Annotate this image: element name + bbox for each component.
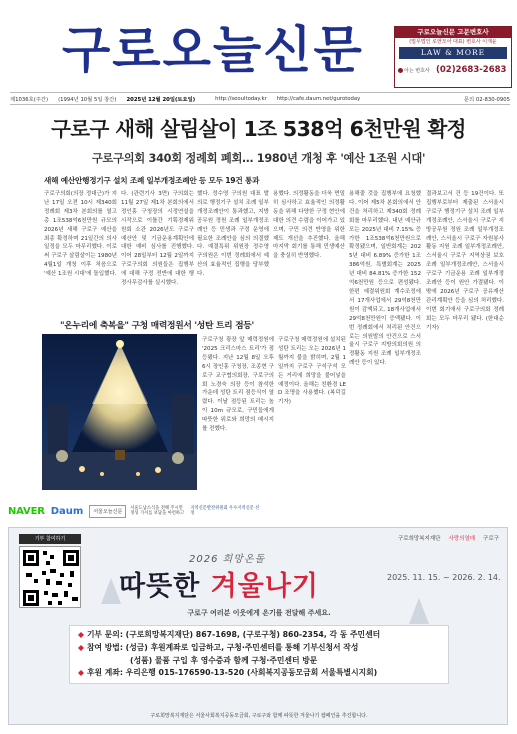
article-column-1: 구로구의회(의장 정대근)가 지난 17일 오전 10시 제340회 정례회 제3차 본회의를 열고 총 1조538억6천만원 규모의 2026년 새해 구로구 예산을 최종 확정하며 21일간의 의사일정을 모두 마무리했다. 이로써 구로구 살림살이는 1980년 4월1일 개청 이후 처음으로 '예산 1조원 시대'에 돌입했다. — [44, 191, 117, 278]
info-line-account — [78, 667, 440, 680]
publication-date: 2025년 12월 20일(토요일) — [126, 96, 196, 103]
article-column-6: 결과보고서 건 등 19건이다. 또 집행부로부터 제출된 스서울시 구로구 행정기구 설치 조례 일부개정조례안, 스서울시 구로구 지방공무원 정원 조례 일부개정조례안, 스서울시 구로구 자원봉사활동 지원 조례 일부개정조례안, 스서울시 구로구 지역상권 보호 조례 일부개정조례안, 스서울시 구로구 기금운용 조례 일부개정조례안 등이 원안 가결됐다. 이밖에 2026년 구로구 공유재산 관리계획안 등을 심의 처리했다. 이번 회기에서 구로구의회 정례회는 모두 마무리 됐다. (한대순 기자) — [426, 191, 504, 331]
org-guro-gu: 구로구 — [483, 536, 499, 542]
info-method-text: 참여 방법: (성금) 후원계좌로 입금하고, 구청·주민센터를 통해 기부신청서 작성 — [87, 642, 359, 652]
bullet-icon: ◆ — [78, 642, 84, 652]
campaign-organizers — [398, 534, 499, 542]
org-welfare-foundation: 구로희망복지재단 — [397, 536, 441, 542]
main-headline[interactable]: 구로구 새해 살림살이 1조 538억 6천만원 확정 — [51, 117, 466, 141]
tree-article-column-2: 구로구청 매력정원에 설치된 성탄 트리는 오는 2026년 1월까지 불을 밝히며, 2월 1일까지 구로구 구석구석 모든 거리에 희망을 불어넣을 예정이다. 올해는 친환경 LED 조명을 사용했다. (복덕길 기자) — [278, 337, 346, 406]
campaign-year: 2026 희망온돌 — [189, 554, 266, 565]
article-column-3: 했다. 정수영 구의원 대표 발의로 행정기구 설치 조례 일부개정조례안이 통과했고, 지방공무원 정원 조례 일부개정조례안 등 민생과 구정 운영에 필요한 조례안을 심의 의결했다. 예결특위 위원장 정수영 구의원은 이번 정례회에서 예산의 효율적인 집행을 당부했다. — [197, 191, 269, 278]
tree-article-column-1: 구로구청 광장 앞 매력정원에 '2025 크리스마스 트리'가 점등됐다. 지난 12월 8일 오후 6시 장인홍 구청장, 조종현 구로구 교구협의회장, 구로구의회 노경숙 의장 등이 참석한 가운데 성탄 트리 점등식이 열렸다. 이날 점등된 트리는 높이 10m 규모로, 구민들에게 따뜻한 위로와 희망의 메시지를 전했다. — [202, 337, 274, 433]
website-link[interactable]: http://seoultoday.kr — [215, 95, 267, 102]
christmas-tree-photo — [42, 334, 197, 490]
ad-person-label — [398, 67, 436, 74]
qr-code-icon[interactable] — [19, 546, 81, 608]
campaign-title-red: 겨울나기 — [210, 571, 319, 602]
issue-info-bar — [10, 92, 510, 105]
article-column-2: 다. (관련기사 3면) 구의회는 11월 27일 제1차 본회의에서 정인홍 구청장의 시정연설을 시작으로 이틀간 기획경제위원회 소관 2026년도 구로구 예산안 및 기금운용계획안에 대한 예비 심사를 진행했다. 이어 28일부터 12월 2일까지 구로구의회 의원들은 집행부에 대해 구정 전반에 대한 행정사무감사를 실시했다. — [121, 191, 194, 287]
ad-phone-number: (02)2683-2683 — [436, 65, 507, 75]
news-tip-notice: 서울도남소식을 전해 주시면 정성 가서를 보답을 마련하고 — [130, 506, 185, 516]
campaign-info-box — [69, 625, 449, 684]
info-line-goods: (성품) 물품 구입 후 영수증과 함께 구청·주민센터 방문 — [130, 655, 318, 665]
campaign-title-black: 따뜻한 — [119, 571, 201, 602]
sub-headline: 구로구의회 340회 정례회 폐회… 1980년 개청 후 '예산 1조원 시대' — [91, 152, 426, 165]
seoul-today-logo[interactable]: 서울오늘신문 — [89, 505, 126, 518]
ad-person-text: 아는 변호사 — [404, 67, 430, 74]
qr-label: 기부 참여하기 — [19, 534, 81, 544]
ad-contact — [395, 62, 511, 78]
info-line-method — [78, 642, 440, 655]
article-column-4: 용했다. 의정활동을 더욱 면밀히 심사하고 효율적인 의정활동을 위해 다양한 구정 현안에 대한 의견 수렴을 이어가고 있으며, 구민 의견 반영을 위한 제도 개선을 추진했다. 올해 마지막 회기를 통해 민생예산을 충실히 반영했다. — [273, 191, 345, 260]
founded-date: (1994년 10월 5일 창간) — [58, 96, 117, 103]
campaign-title — [119, 564, 319, 603]
person-icon — [398, 68, 403, 73]
partner-logos — [8, 502, 508, 520]
ad-subtitle: (법무법인 로앤모어 대표) 변호사 이재윤 — [409, 39, 497, 45]
campaign-tagline: 구로구 여러분 이웃에게 온기를 전달해 주세요. — [187, 609, 331, 617]
naver-logo[interactable]: NAVER — [8, 505, 45, 517]
campaign-dates: 2025. 11. 15. ~ 2026. 2. 14. — [387, 573, 501, 582]
winter-campaign-ad[interactable] — [8, 527, 508, 725]
lawyer-ad[interactable] — [394, 26, 512, 88]
bullet-icon: ◆ — [78, 630, 84, 639]
bullet-icon: ◆ — [78, 668, 84, 678]
info-line-inquiry — [78, 629, 440, 642]
campaign-footer: 구로희망복지재단은 서울사회복지공동모금회, 구로구와 함께 따뜻한 겨울나기 캠페인을 추진합니다. — [150, 713, 368, 719]
qr-pattern — [20, 547, 82, 609]
info-inquiry-text: 기부 문의: (구로희망복지재단) 867-1698, (구로구청) 860-2354, 각 동 주민센터 — [87, 630, 381, 639]
christmas-tree-illustration — [42, 334, 197, 490]
ad-heading: 구로오늘신문 고문변호사 — [395, 27, 511, 38]
fund-badge: 지역신문발전위원회 우수지역신문 선정 — [190, 506, 260, 516]
org-love-fruit: 사랑의열매 — [448, 536, 476, 542]
article-column-5: 용해줄 것을 집행부에 요청했다. 이어 제5차 본회의에서 안건을 처리하고 제340회 정례회를 마무리했다. 내년 예산규모는 2025년 대비 7.15% 증가한 1조538억6천만원으로 확정됐으며, 일반회계는 2025년 대비 6.89% 증가한 1조386억원, 특별회계는 2025년 대비 84.81% 증가한 152억6천만원 등으로 편성됐다. 한편 예결위원회 계수조정에서 17개사업에서 29억8천만원이 감액되고, 18개사업에서 29억8천만원이 증액됐다. 이번 정례회에서 처리된 안건으로는 의원발의 안건으로 스서울시 구로구 지방의회의원 의정활동 지원 조례 일부개정조례안 등이 있다. — [349, 191, 421, 367]
contact-phone: 문의 02-830-0905 — [463, 96, 510, 103]
info-account-text: 후원 계좌: 우리은행 015-176590-13-520 (사회복지공동모금회 서울특별시지회) — [87, 668, 378, 678]
masthead — [0, 0, 517, 92]
issue-number: 제1036호(주간) — [10, 96, 49, 103]
tree-article-title[interactable]: "온누리에 축복을" 구청 매력정원서 '성탄 트리 점등' — [60, 321, 254, 331]
law-firm-logo: LAW & MORE — [399, 47, 507, 59]
tree-decoration-icon — [101, 578, 121, 604]
daum-logo[interactable]: Daum — [50, 505, 84, 517]
newspaper-title[interactable]: 구로오늘신문 — [62, 21, 364, 79]
lead-article-title: 새해 예산안행정기구 설치 조례 일부개정조례안 등 모두 19건 통과 — [44, 176, 260, 185]
cafe-link[interactable]: http://cafe.daum.net/gurotoday — [276, 95, 361, 102]
